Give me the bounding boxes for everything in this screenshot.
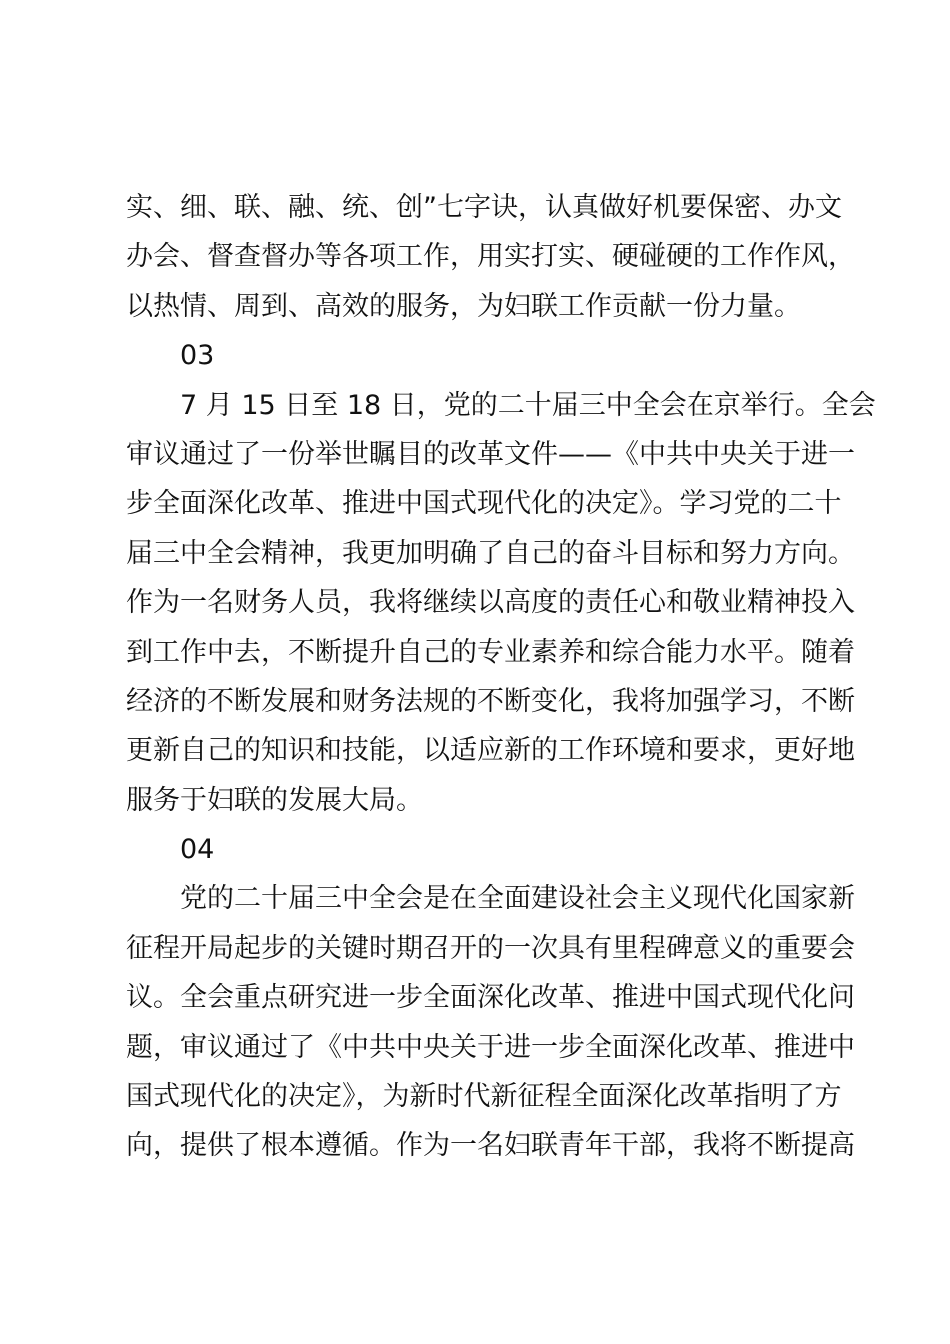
text-line: 征程开局起步的关键时期召开的一次具有里程碑意义的重要会 <box>126 932 855 964</box>
section-number: 04 <box>180 834 215 866</box>
text-line: 审议通过了一份举世瞩目的改革文件——《中共中央关于进一 <box>126 438 855 470</box>
text-line: 实、细、联、融、统、创”七字诀，认真做好机要保密、办文 <box>126 192 842 223</box>
text-line: 届三中全会精神，我更加明确了自己的奋斗目标和努力方向。 <box>126 537 855 569</box>
document-body <box>126 183 876 1171</box>
text-line: 向，提供了根本遵循。作为一名妇联青年干部，我将不断提高 <box>126 1130 855 1162</box>
text-line: 办会、督查督办等各项工作，用实打实、硬碰硬的工作作风， <box>126 241 855 273</box>
text-line: 步全面深化改革、推进中国式现代化的决定》。学习党的二十 <box>126 488 842 520</box>
text-line: 服务于妇联的发展大局。 <box>126 784 423 816</box>
text-line: 7 月 15 日至 18 日，党的二十届三中全会在京举行。全会 <box>180 389 876 421</box>
text-line: 以热情、周到、高效的服务，为妇联工作贡献一份力量。 <box>126 290 801 322</box>
text-line: 国式现代化的决定》，为新时代新征程全面深化改革指明了方 <box>126 1081 842 1113</box>
text-line: 到工作中去，不断提升自己的专业素养和综合能力水平。随着 <box>126 636 855 668</box>
section-number: 03 <box>180 340 215 372</box>
text-line: 题，审议通过了《中共中央关于进一步全面深化改革、推进中 <box>126 1031 855 1063</box>
text-line: 经济的不断发展和财务法规的不断变化，我将加强学习，不断 <box>126 685 855 717</box>
text-line: 党的二十届三中全会是在全面建设社会主义现代化国家新 <box>180 883 855 915</box>
text-line: 更新自己的知识和技能，以适应新的工作环境和要求，更好地 <box>126 735 855 767</box>
text-line: 议。全会重点研究进一步全面深化改革、推进中国式现代化问 <box>126 982 855 1014</box>
text-line: 作为一名财务人员，我将继续以高度的责任心和敬业精神投入 <box>126 587 855 619</box>
